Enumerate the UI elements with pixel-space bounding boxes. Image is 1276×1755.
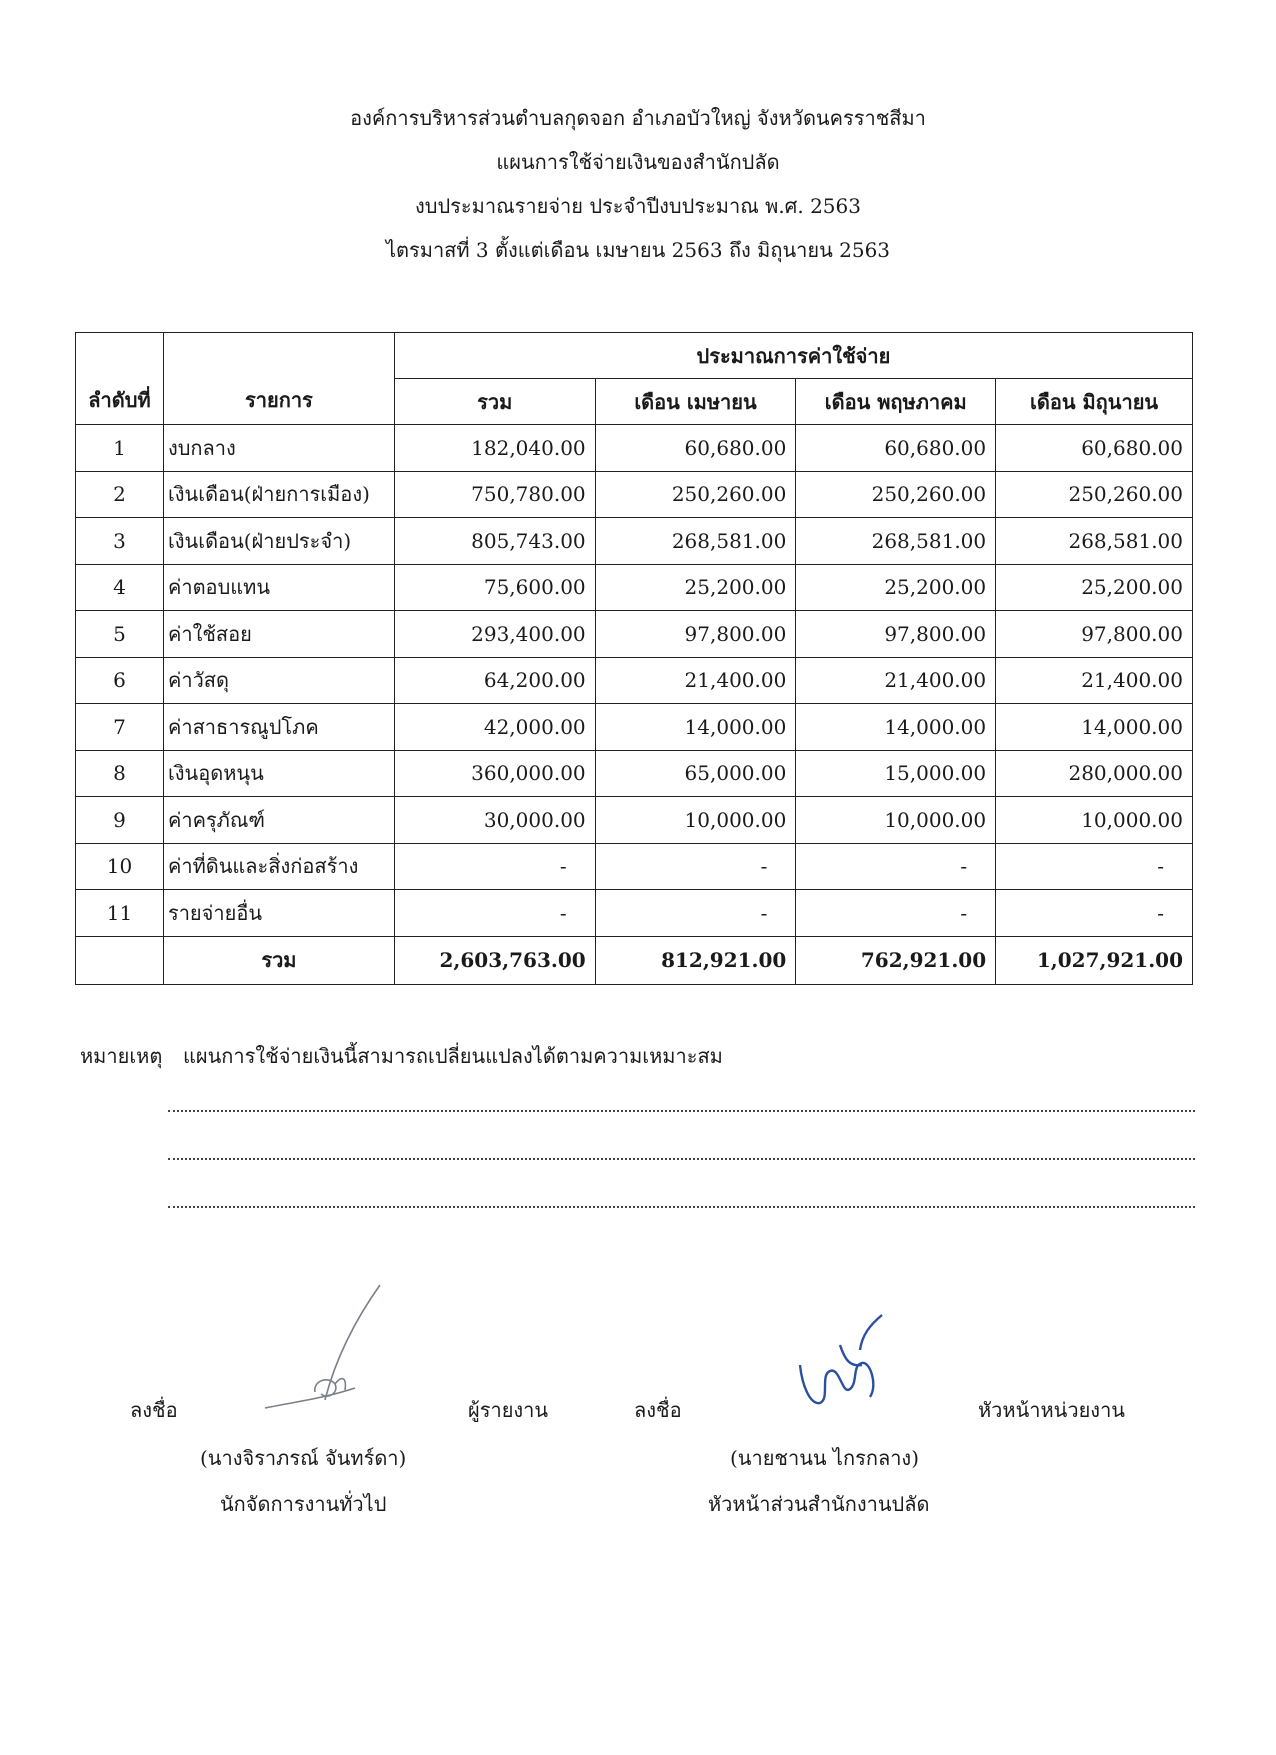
table-row — [76, 425, 1193, 472]
row-june: 10,000.00 — [996, 797, 1193, 844]
row-june: 280,000.00 — [996, 750, 1193, 797]
budget-year: งบประมาณรายจ่าย ประจำปีงบประมาณ พ.ศ. 2563 — [415, 194, 861, 218]
may-total: 762,921.00 — [796, 936, 996, 984]
header-estimate-group: ประมาณการค่าใช้จ่าย — [394, 333, 1192, 379]
row-total: - — [394, 843, 595, 890]
document-header — [0, 96, 1276, 272]
row-total: 75,600.00 — [394, 564, 595, 611]
row-number: 8 — [76, 750, 164, 797]
right-sign-label: ลงชื่อ — [634, 1398, 682, 1422]
row-total: 182,040.00 — [394, 425, 595, 472]
row-june: 21,400.00 — [996, 657, 1193, 704]
row-may: - — [796, 843, 996, 890]
table-row — [76, 797, 1193, 844]
row-may: 97,800.00 — [796, 611, 996, 658]
table-body — [76, 425, 1193, 937]
row-number: 4 — [76, 564, 164, 611]
row-june: 268,581.00 — [996, 518, 1193, 565]
row-total: 805,743.00 — [394, 518, 595, 565]
right-signer-name: (นายชานน ไกรกลาง) — [730, 1446, 920, 1470]
row-june: - — [996, 843, 1193, 890]
row-april: - — [595, 843, 796, 890]
header-april: เดือน เมษายน — [595, 379, 796, 425]
row-total: 293,400.00 — [394, 611, 595, 658]
plan-title: แผนการใช้จ่ายเงินของสำนักปลัด — [496, 150, 780, 174]
row-may: 268,581.00 — [796, 518, 996, 565]
header-may: เดือน พฤษภาคม — [796, 379, 996, 425]
table-row — [76, 471, 1193, 518]
table-row — [76, 518, 1193, 565]
right-role-label: หัวหน้าหน่วยงาน — [978, 1398, 1125, 1422]
row-june: 250,260.00 — [996, 471, 1193, 518]
right-signature-icon — [790, 1305, 900, 1415]
header-item: รายการ — [163, 333, 394, 425]
row-may: 60,680.00 — [796, 425, 996, 472]
row-may: 250,260.00 — [796, 471, 996, 518]
row-item: เงินเดือน(ฝ่ายการเมือง) — [163, 471, 394, 518]
row-may: 15,000.00 — [796, 750, 996, 797]
row-april: 14,000.00 — [595, 704, 796, 751]
row-item: ค่าใช้สอย — [163, 611, 394, 658]
row-may: - — [796, 890, 996, 937]
row-april: 250,260.00 — [595, 471, 796, 518]
organization-name: องค์การบริหารส่วนตำบลกุดจอก อำเภอบัวใหญ่ จังหวัดนครราชสีมา — [350, 106, 926, 130]
budget-table — [75, 332, 1193, 985]
row-april: 25,200.00 — [595, 564, 796, 611]
row-total: 42,000.00 — [394, 704, 595, 751]
remark-label: หมายเหตุ — [80, 1044, 163, 1068]
table-row — [76, 890, 1193, 937]
row-number: 7 — [76, 704, 164, 751]
header-june: เดือน มิถุนายน — [996, 379, 1193, 425]
left-signer-name: (นางจิราภรณ์ จันทร์ดา) — [200, 1446, 407, 1470]
dotted-line — [168, 1110, 1195, 1112]
june-total: 1,027,921.00 — [996, 936, 1193, 984]
table-row — [76, 704, 1193, 751]
table-row — [76, 750, 1193, 797]
left-sign-label: ลงชื่อ — [130, 1398, 178, 1422]
row-number: 9 — [76, 797, 164, 844]
left-signer-position: นักจัดการงานทั่วไป — [220, 1492, 387, 1516]
total-label: รวม — [163, 936, 394, 984]
right-signer-position: หัวหน้าส่วนสำนักงานปลัด — [708, 1492, 930, 1516]
row-number: 2 — [76, 471, 164, 518]
row-june: 97,800.00 — [996, 611, 1193, 658]
table-row — [76, 843, 1193, 890]
row-may: 25,200.00 — [796, 564, 996, 611]
row-total: 360,000.00 — [394, 750, 595, 797]
row-april: 10,000.00 — [595, 797, 796, 844]
april-total: 812,921.00 — [595, 936, 796, 984]
total-row-blank — [76, 936, 164, 984]
remark-text: แผนการใช้จ่ายเงินนี้สามารถเปลี่ยนแปลงได้ตามความเหมาะสม — [183, 1044, 723, 1068]
row-june: 14,000.00 — [996, 704, 1193, 751]
header-no: ลำดับที่ — [76, 333, 164, 425]
row-june: 60,680.00 — [996, 425, 1193, 472]
row-june: 25,200.00 — [996, 564, 1193, 611]
row-may: 21,400.00 — [796, 657, 996, 704]
row-april: - — [595, 890, 796, 937]
left-role-label: ผู้รายงาน — [468, 1398, 549, 1422]
row-number: 10 — [76, 843, 164, 890]
row-total: - — [394, 890, 595, 937]
dotted-line — [168, 1158, 1195, 1160]
row-item: ค่าสาธารณูปโภค — [163, 704, 394, 751]
row-april: 65,000.00 — [595, 750, 796, 797]
row-item: รายจ่ายอื่น — [163, 890, 394, 937]
row-total: 30,000.00 — [394, 797, 595, 844]
row-number: 1 — [76, 425, 164, 472]
row-item: เงินอุดหนุน — [163, 750, 394, 797]
row-item: ค่าตอบแทน — [163, 564, 394, 611]
left-signature-icon — [255, 1280, 395, 1420]
row-number: 6 — [76, 657, 164, 704]
table-row — [76, 611, 1193, 658]
remark — [80, 1040, 723, 1072]
row-april: 268,581.00 — [595, 518, 796, 565]
row-may: 10,000.00 — [796, 797, 996, 844]
row-may: 14,000.00 — [796, 704, 996, 751]
row-number: 3 — [76, 518, 164, 565]
row-item: ค่าครุภัณฑ์ — [163, 797, 394, 844]
row-april: 97,800.00 — [595, 611, 796, 658]
row-number: 11 — [76, 890, 164, 937]
row-total: 750,780.00 — [394, 471, 595, 518]
grand-total: 2,603,763.00 — [394, 936, 595, 984]
total-row — [76, 936, 1193, 984]
row-number: 5 — [76, 611, 164, 658]
header-total: รวม — [394, 379, 595, 425]
row-item: งบกลาง — [163, 425, 394, 472]
row-item: เงินเดือน(ฝ่ายประจำ) — [163, 518, 394, 565]
table-row — [76, 564, 1193, 611]
row-april: 21,400.00 — [595, 657, 796, 704]
row-april: 60,680.00 — [595, 425, 796, 472]
quarter-range: ไตรมาสที่ 3 ตั้งแต่เดือน เมษายน 2563 ถึง มิถุนายน 2563 — [385, 238, 891, 262]
row-item: ค่าที่ดินและสิ่งก่อสร้าง — [163, 843, 394, 890]
table-row — [76, 657, 1193, 704]
row-item: ค่าวัสดุ — [163, 657, 394, 704]
dotted-line — [168, 1206, 1195, 1208]
row-total: 64,200.00 — [394, 657, 595, 704]
row-june: - — [996, 890, 1193, 937]
